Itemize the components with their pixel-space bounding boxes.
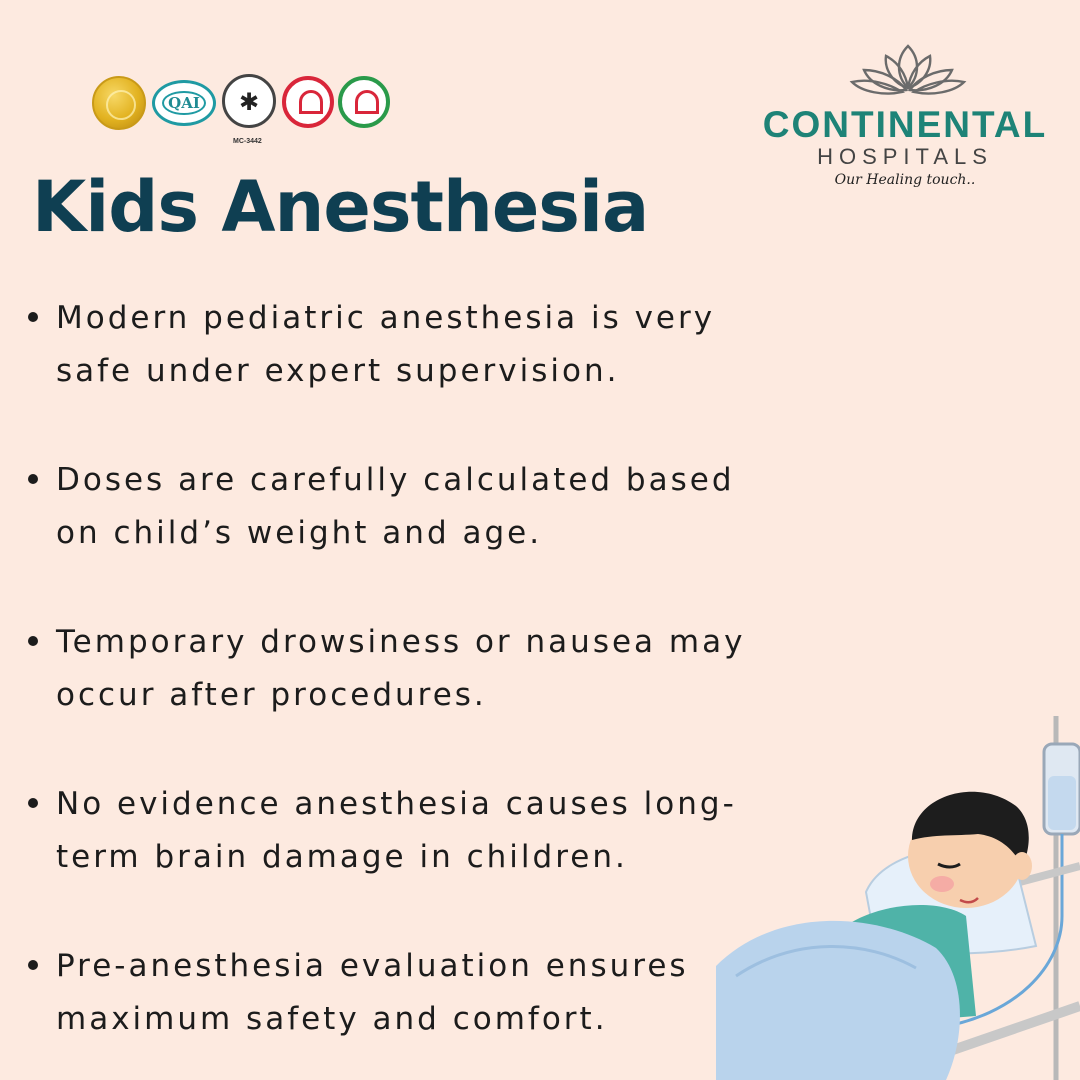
jci-seal-icon: [92, 76, 146, 130]
hospital-logo: [760, 40, 1050, 200]
bullet-list: [26, 292, 786, 1080]
list-item: [26, 778, 786, 940]
bullet-text: Temporary drowsiness or nausea may occur after procedures.: [56, 624, 746, 713]
list-item: [26, 292, 786, 454]
bullet-text: No evidence anesthesia causes long-term brain damage in children.: [56, 786, 737, 875]
certification-seal-icon: [222, 74, 276, 128]
nabh-nursing-badge-icon: [338, 76, 390, 128]
brand-name: CONTINENTAL: [762, 104, 1048, 145]
list-item: [26, 616, 786, 778]
page-title: Kids Anesthesia: [32, 166, 649, 248]
bullet-text: Pre-anesthesia evaluation ensures maximum safety and comfort.: [56, 948, 689, 1037]
brand-tagline: Our Healing touch..: [834, 172, 976, 188]
mc-number: MC-3442: [233, 138, 262, 145]
accreditation-badges: [92, 72, 392, 148]
lotus-icon: [848, 40, 968, 96]
list-item: [26, 940, 786, 1080]
bullet-text: Doses are carefully calculated based on child’s weight and age.: [56, 462, 735, 551]
sleeping-child-in-hospital-bed-illustration: [716, 716, 1080, 1080]
qai-badge-icon: [152, 80, 216, 126]
bullet-text: Modern pediatric anesthesia is very safe under expert supervision.: [56, 300, 716, 389]
nabh-badge-icon: [282, 76, 334, 128]
brand-subtitle: HOSPITALS: [817, 144, 993, 169]
qai-badge-label: QAI: [162, 91, 206, 115]
list-item: [26, 454, 786, 616]
